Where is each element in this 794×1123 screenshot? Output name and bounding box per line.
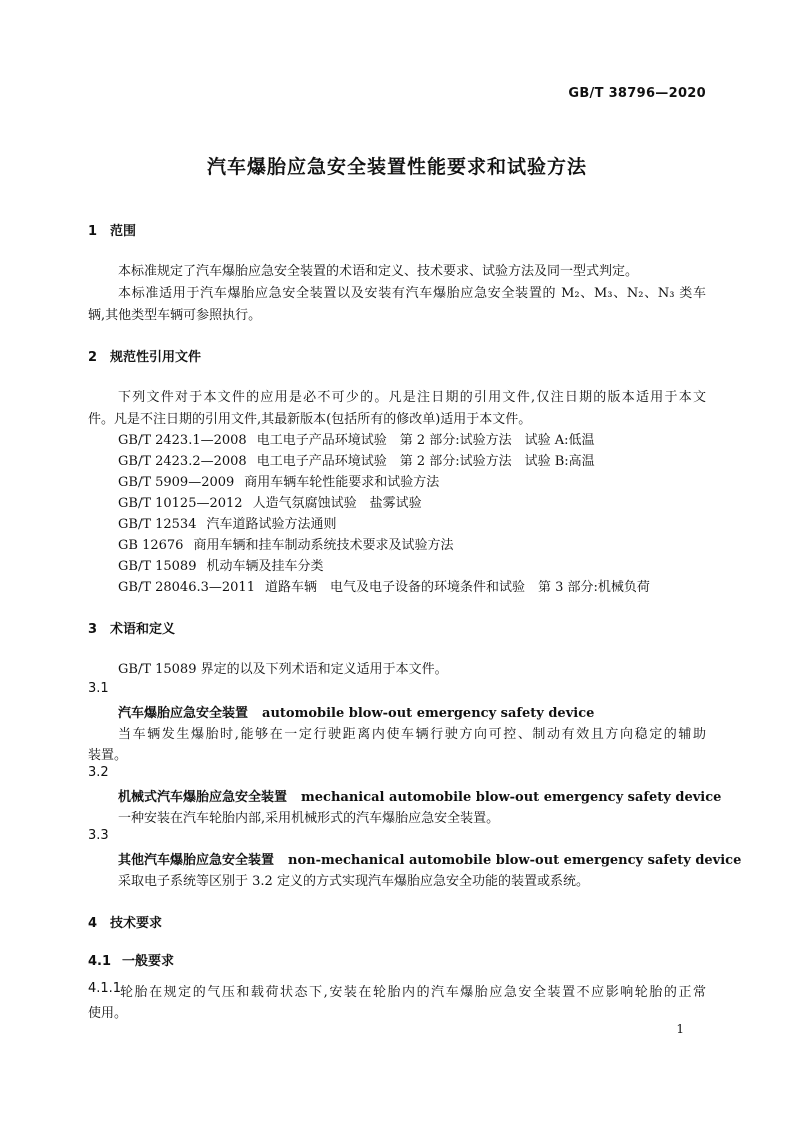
scope-paragraph-2-line-1: 本标准适用于汽车爆胎应急安全装置以及安装有汽车爆胎应急安全装置的 M₂、M₃、N₂、N₃ 类车 [118,286,706,301]
reference-item [118,534,453,553]
term-heading [118,849,741,868]
reference-item [118,555,324,574]
reference-item [118,471,439,490]
section-title: 技术要求 [110,916,163,931]
section-number: 4 [88,916,98,931]
section-heading-4 [88,912,162,931]
reference-code: GB/T 5909—2009 [118,475,235,490]
section-heading-2 [88,346,201,365]
section-number: 2 [88,350,98,365]
scope-paragraph-2-line-2: 辆,其他类型车辆可参照执行。 [88,308,262,323]
reference-code: GB 12676 [118,538,184,553]
term-definition-line-1: 一种安装在汽车轮胎内部,采用机械形式的汽车爆胎应急安全装置。 [118,811,500,826]
terms-intro: GB/T 15089 界定的以及下列术语和定义适用于本文件。 [118,662,448,677]
term-zh: 其他汽车爆胎应急安全装置 [118,853,275,868]
section-number: 1 [88,224,98,239]
term-definition-line-1: 当车辆发生爆胎时,能够在一定行驶距离内使车辆行驶方向可控、制动有效且方向稳定的辅助 [118,727,706,742]
reference-code: GB/T 28046.3—2011 [118,580,255,595]
reference-code: GB/T 10125—2012 [118,496,243,511]
scope-paragraph-1: 本标准规定了汽车爆胎应急安全装置的术语和定义、技术要求、试验方法及同一型式判定。 [118,264,639,279]
term-en: mechanical automobile blow-out emergency safety device [301,790,722,805]
page-number: 1 [676,1022,684,1036]
section-title: 范围 [110,224,137,239]
reference-item [118,576,650,595]
reference-code: GB/T 15089 [118,559,197,574]
term-zh: 汽车爆胎应急安全装置 [118,706,249,721]
term-number: 3.3 [88,828,109,843]
term-number: 3.2 [88,765,109,780]
term-en: non-mechanical automobile blow-out emergency safety device [288,853,742,868]
clause-4-1-1 [88,981,706,1000]
term-heading [118,786,721,805]
reference-code: GB/T 12534 [118,517,197,532]
reference-title: 道路车辆 电气及电子设备的环境条件和试验 第 3 部分:机械负荷 [264,580,650,595]
reference-code: GB/T 2423.2—2008 [118,454,247,469]
reference-title: 电工电子产品环境试验 第 2 部分:试验方法 试验 B:高温 [256,454,595,469]
reference-title: 机动车辆及挂车分类 [206,559,324,574]
term-zh: 机械式汽车爆胎应急安全装置 [118,790,288,805]
reference-item [118,513,337,532]
term-definition-line-1: 采取电子系统等区别于 3.2 定义的方式实现汽车爆胎应急安全功能的装置或系统。 [118,874,589,889]
term-en: automobile blow-out emergency safety device [262,706,595,721]
term-heading [118,702,594,721]
section-title: 规范性引用文件 [110,350,202,365]
subsection-title: 一般要求 [122,954,175,969]
section-heading-3 [88,618,175,637]
reference-title: 商用车辆和挂车制动系统技术要求及试验方法 [193,538,454,553]
clause-text-line-2: 使用。 [88,1006,128,1021]
reference-code: GB/T 2423.1—2008 [118,433,247,448]
reference-title: 汽车道路试验方法通则 [206,517,337,532]
reference-title: 电工电子产品环境试验 第 2 部分:试验方法 试验 A:低温 [256,433,595,448]
term-number: 3.1 [88,681,109,696]
section-title: 术语和定义 [110,622,176,637]
reference-item [118,429,595,448]
section-heading-1 [88,220,136,239]
references-intro-line-2: 件。凡是不注日期的引用文件,其最新版本(包括所有的修改单)适用于本文件。 [88,412,532,427]
standard-number: GB/T 38796—2020 [568,86,706,101]
reference-title: 人造气氛腐蚀试验 盐雾试验 [252,496,422,511]
document-title: 汽车爆胎应急安全装置性能要求和试验方法 [206,156,587,178]
clause-text-line-1: 轮胎在规定的气压和载荷状态下,安装在轮胎内的汽车爆胎应急安全装置不应影响轮胎的正常 [120,985,706,1000]
subsection-heading-4-1 [88,950,174,969]
reference-title: 商用车辆车轮性能要求和试验方法 [244,475,440,490]
clause-number: 4.1.1 [88,981,122,996]
section-number: 3 [88,622,98,637]
reference-item [118,492,422,511]
term-definition-line-2: 装置。 [88,748,128,763]
reference-item [118,450,595,469]
subsection-number: 4.1 [88,954,112,969]
references-intro-line-1: 下列文件对于本文件的应用是必不可少的。凡是注日期的引用文件,仅注日期的版本适用于本文 [118,390,706,405]
